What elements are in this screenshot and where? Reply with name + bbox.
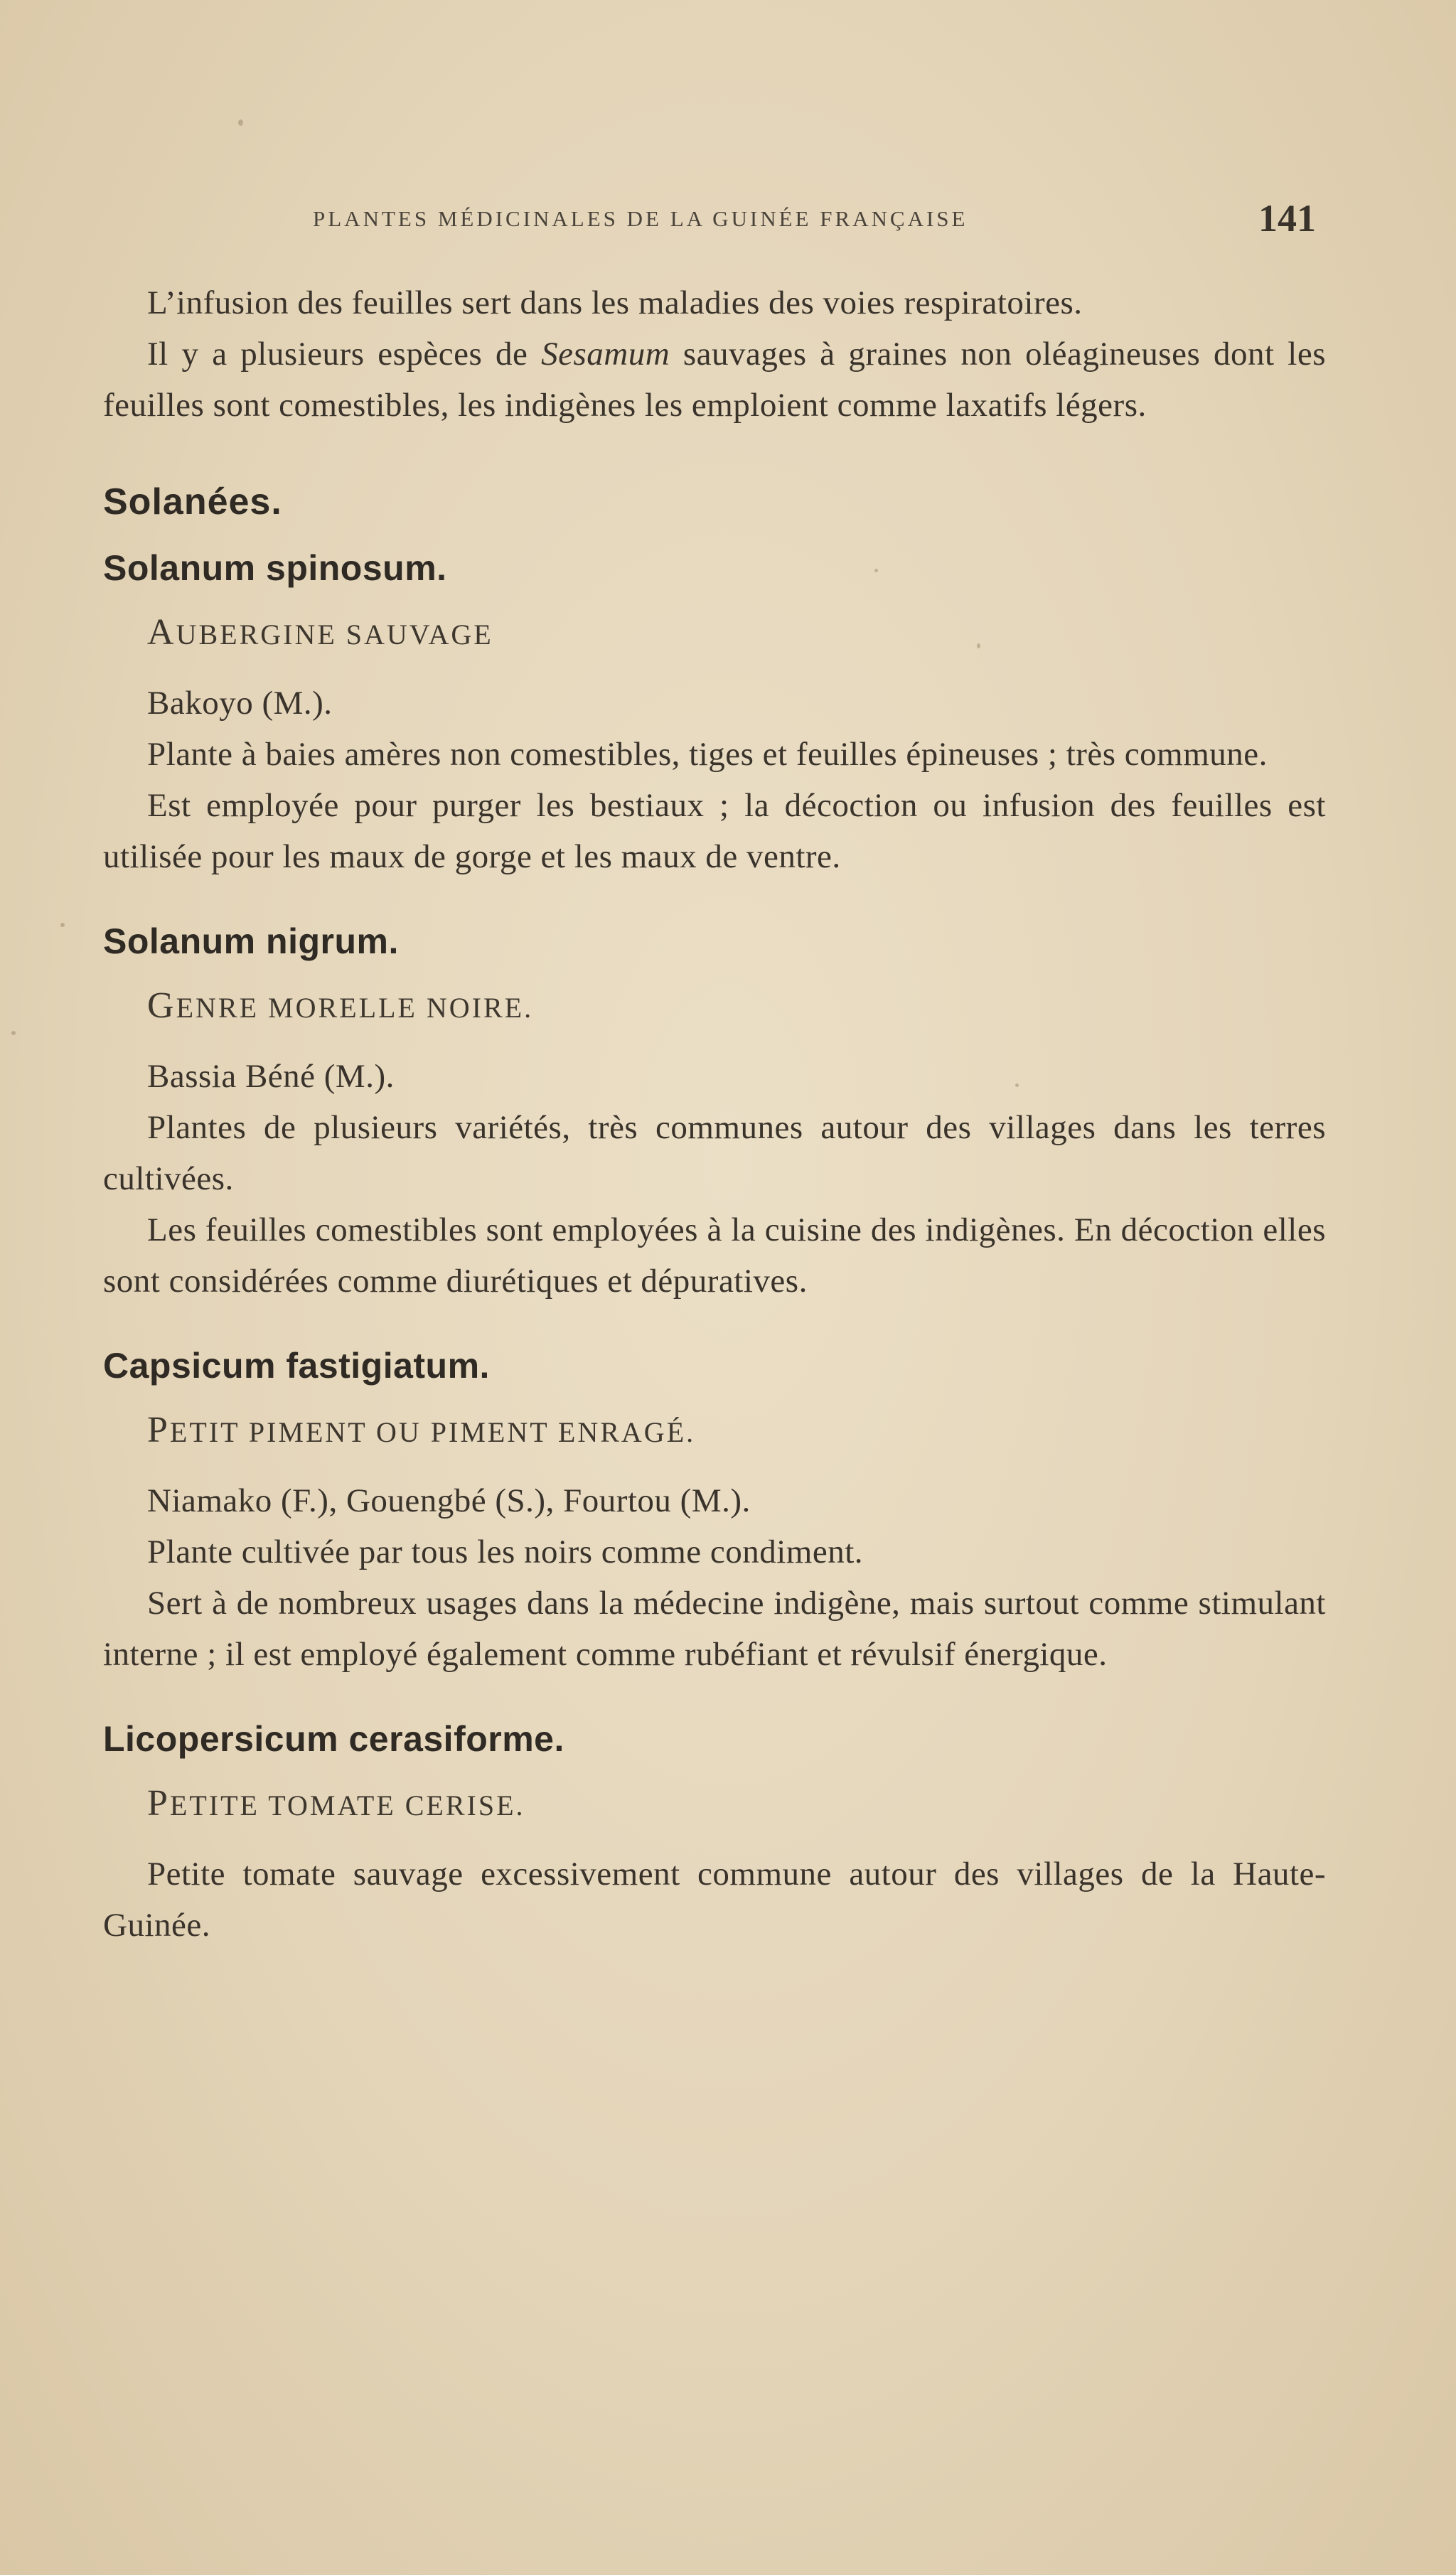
paragraph <box>103 328 1326 431</box>
common-name: PETITE TOMATE CERISE. <box>147 1783 525 1824</box>
family-heading: Solanées. <box>103 481 282 523</box>
running-title: PLANTES MÉDICINALES DE LA GUINÉE FRANÇAISE <box>313 206 968 231</box>
genus-name: Sesamum <box>541 336 670 373</box>
species-entry <box>103 1718 1326 1951</box>
common-name: GENRE MORELLE NOIRE. <box>147 985 534 1026</box>
species-entry <box>103 1345 1326 1680</box>
species-heading: Solanum nigrum. <box>103 921 399 961</box>
paragraph: L’infusion des feuilles sert dans les maladies des voies respiratoires. <box>147 284 1083 321</box>
vernacular-names: Bassia Béné (M.). <box>147 1058 395 1095</box>
paragraph: Sert à de nombreux usages dans la médecine indigène, mais surtout comme stimulant interne ; il est employé également comme rubéfiant et révulsif énergique. <box>103 1585 1326 1673</box>
paragraph: Les feuilles comestibles sont employées à la cuisine des indigènes. En décoction elles sont considérées comme diurétiques et dépuratives. <box>103 1211 1326 1300</box>
vernacular-names: Bakoyo (M.). <box>147 685 333 722</box>
species-heading: Licopersicum cerasiforme. <box>103 1719 564 1759</box>
species-entry <box>103 547 1326 882</box>
common-name: AUBERGINE SAUVAGE <box>147 612 493 653</box>
paragraph: Est employée pour purger les bestiaux ; la décoction ou infusion des feuilles est utilisée pour les maux de gorge et les maux de ventre. <box>103 787 1326 875</box>
common-name: PETIT PIMENT OU PIMENT ENRAGÉ. <box>147 1410 696 1450</box>
paper-speck <box>11 1031 16 1035</box>
text-run: Il y a plusieurs espèces de <box>147 336 542 373</box>
vernacular-names: Niamako (F.), Gouengbé (S.), Fourtou (M.). <box>147 1482 751 1519</box>
paragraph: Plante à baies amères non comestibles, tiges et feuilles épineuses ; très commune. <box>147 736 1268 773</box>
page-number: 141 <box>1258 197 1316 240</box>
paper-speck <box>238 119 243 126</box>
species-heading: Capsicum fastigiatum. <box>103 1346 490 1386</box>
text-run: sauvages à graines non oléagineuses dont les feuilles sont comestibles, les indigènes les emploient comme laxatifs légers. <box>103 336 1326 424</box>
species-entry <box>103 921 1326 1307</box>
paper-speck <box>60 923 65 927</box>
paragraph: Plante cultivée par tous les noirs comme condiment. <box>147 1533 864 1570</box>
paragraph: Plantes de plusieurs variétés, très communes autour des villages dans les terres cultivées. <box>103 1109 1326 1197</box>
page-body <box>103 277 1326 1951</box>
paragraph: Petite tomate sauvage excessivement commune autour des villages de la Haute-Guinée. <box>103 1856 1326 1944</box>
species-heading: Solanum spinosum. <box>103 548 447 588</box>
